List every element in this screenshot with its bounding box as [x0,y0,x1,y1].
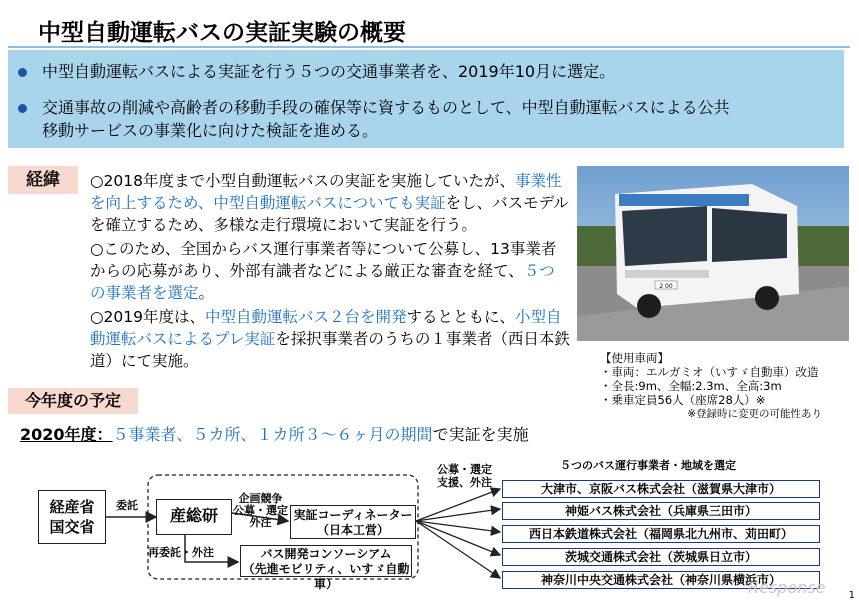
kikaku-line: 外注 [249,516,272,529]
kikaku-line: 公募・選定 [233,504,288,517]
keii-paragraph-3 [90,306,570,372]
bullet-icon [18,104,27,113]
text: ○2019年度は、 [90,308,205,326]
kikaku-label [233,493,288,529]
koubo-line: 公募・選定 [437,463,492,476]
keii-paragraph-1 [90,170,570,236]
operator-box: 茨城交通株式会社（茨城県日立市） [502,548,820,566]
text: ○2018年度まで小型自動運転バスの実証を実施していたが、 [90,172,515,190]
summary-text: 中型自動運転バスによる実証を行う５つの交通事業者を、2019年10月に選定。 [42,62,616,81]
text: を採択事業者のうちの１事業者（西日本鉄道）にて実施。 [90,330,570,370]
koubo-label [437,463,492,489]
summary-text: 移動サービスの事業化に向けた検証を進める。 [42,121,379,140]
ministry-box [38,490,106,544]
plan-line [20,422,529,445]
ministry-name: 国交省 [49,518,95,536]
operator-box: 西日本鉄道株式会社（福岡県北九州市、苅田町） [502,525,820,543]
org-diagram [0,445,859,605]
text: 。 [198,284,215,302]
kikaku-line: 企画競争 [238,492,283,505]
spec-line: ・乗車定員56人（座席28人）※ [600,393,766,407]
title-rule [8,46,850,48]
operator-box: 神姫バス株式会社（兵庫県三田市） [502,502,820,520]
watermark: Response [748,578,826,597]
plan-label: 今年度の予定 [8,388,138,414]
spec-line: ・全長:9m、全幅:2.3m、全高:3m [600,379,782,393]
operator-box: 大津市、京阪バス株式会社（滋賀県大津市） [502,480,820,498]
bus-photo [577,166,849,341]
highlight-text: ５つの事業者を選定 [90,262,555,302]
saiitaku-label: 再委託・外注 [148,546,214,559]
consortium-line: バス開発コンソーシアム [260,547,392,561]
summary-box [8,50,844,148]
consortium-line: （先進モビリティ、いすゞ自動車） [242,562,410,591]
highlight-text: 中型自動運転バス２台を開発 [204,308,407,326]
summary-text: 交通事故の削減や高齢者の移動手段の確保等に資するものとして、中型自動運転バスによる公共 [42,98,730,117]
keii-label: 経緯 [8,166,78,194]
keii-paragraph-2 [90,238,570,304]
text: をし、バスモデルを確立するため、多様な走行環境において実証を行う。 [90,194,569,234]
bus-photo-graphic [577,166,849,341]
consortium-box [240,545,412,591]
ministry-name: 経産省 [49,498,95,516]
spec-heading: 【使用車両】 [600,351,669,365]
bus-plate: 2 00 [659,283,673,290]
text: するとともに、 [406,308,516,326]
spec-line: ・車両：エルガミオ（いすゞ自動車）改造 [600,365,819,379]
itaku-label: 委託 [116,499,138,512]
coordinator-box [290,505,416,539]
highlight-text: 小型自動運転バスによるプレ実証 [90,308,562,348]
koubo-line: 支援、外注 [437,476,492,489]
highlight-text: 事業性を向上するため、中型自動運転バスについても実証 [90,172,562,212]
plan-year: 2020年度： [20,425,113,444]
sansoken-box: 産総研 [156,499,232,535]
coordinator-line: （日本工営） [316,523,389,537]
page-title: 中型自動運転バスの実証実験の概要 [38,20,406,46]
text: ○このため、全国からバス運行事業者等について公募し、13事業者からの応募があり、外部有識者などによる厳正な審査を経て、 [90,240,557,280]
bullet-icon [18,68,27,77]
operators-title: ５つのバス運行事業者・地域を選定 [560,459,736,472]
coordinator-line: 実証コーディネーター [293,508,413,522]
spec-note: ※登録時に変更の可能性あり [687,408,822,420]
page-number: 1 [848,590,855,601]
plan-rest: で実証を実施 [432,425,529,444]
plan-highlight: ５事業者、５カ所、１カ所３～６ヶ月の期間 [112,425,433,444]
operator-box: 神奈川中央交通株式会社（神奈川県横浜市） [502,571,820,589]
vehicle-spec [600,351,850,421]
